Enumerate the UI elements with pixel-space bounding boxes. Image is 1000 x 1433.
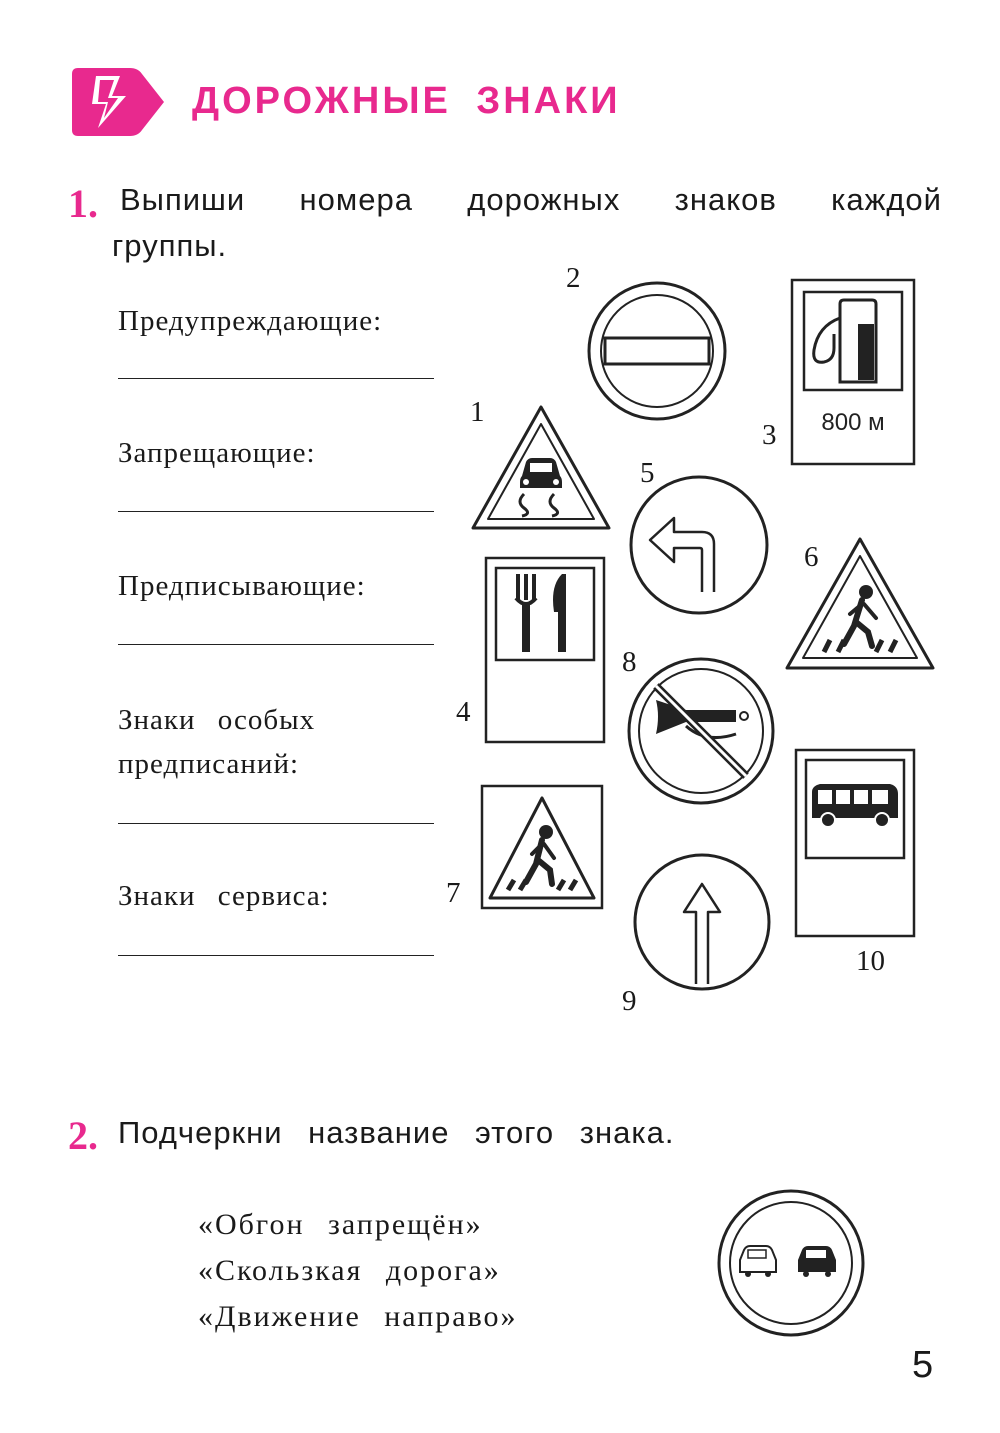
- task-2-text: Подчеркни название этого знака.: [118, 1115, 675, 1150]
- chapter-title: ДОРОЖНЫЕ ЗНАКИ: [192, 80, 621, 122]
- answer-line-warning[interactable]: [118, 378, 434, 379]
- answer-line-prohibitory[interactable]: [118, 511, 434, 512]
- option-slippery-road[interactable]: «Скользкая дорога»: [198, 1254, 501, 1287]
- sign-number-5: 5: [640, 457, 655, 489]
- straight-only-sign-icon[interactable]: [632, 852, 772, 992]
- category-label-warning: Предупреждающие:: [118, 305, 383, 337]
- sign-number-4: 4: [456, 696, 471, 728]
- category-label-prohibitory: Запрещающие:: [118, 437, 316, 469]
- task-1-number: 1.: [68, 181, 98, 226]
- restaurant-sign-icon[interactable]: [484, 556, 606, 744]
- no-entry-sign-icon[interactable]: [586, 280, 728, 422]
- slippery-road-sign-icon[interactable]: [470, 404, 612, 532]
- sign-number-8: 8: [622, 646, 637, 678]
- sign-number-3: 3: [762, 419, 777, 451]
- pedestrian-crossing-sign-icon[interactable]: [480, 784, 604, 910]
- bus-stop-sign-icon[interactable]: [794, 748, 916, 938]
- fuel-station-sign-icon[interactable]: [790, 278, 916, 466]
- no-overtaking-sign-icon: [716, 1188, 866, 1338]
- task-1-text-line-2: группы.: [112, 228, 228, 263]
- sign-number-2: 2: [566, 262, 581, 294]
- answer-line-special[interactable]: [118, 823, 434, 824]
- sign-number-7: 7: [446, 877, 461, 909]
- turn-left-sign-icon[interactable]: [628, 474, 770, 616]
- lightning-icon: [68, 66, 168, 138]
- page-number: 5: [912, 1344, 934, 1386]
- option-turn-right[interactable]: «Движение направо»: [198, 1300, 518, 1333]
- category-label-mandatory: Предписывающие:: [118, 570, 366, 602]
- answer-line-service[interactable]: [118, 955, 434, 956]
- sign-number-6: 6: [804, 541, 819, 573]
- answer-line-mandatory[interactable]: [118, 644, 434, 645]
- task-2-number: 2.: [68, 1113, 98, 1158]
- no-horn-sign-icon[interactable]: [626, 656, 776, 806]
- sign-number-1: 1: [470, 396, 485, 428]
- sign-number-10: 10: [856, 945, 885, 977]
- task-1-text-line-1: Выпиши номера дорожных знаков каждой: [120, 182, 942, 217]
- category-label-special-line-2: предписаний:: [118, 748, 300, 780]
- option-no-overtaking[interactable]: «Обгон запрещён»: [198, 1208, 483, 1241]
- pedestrian-crossing-warning-sign-icon[interactable]: [784, 536, 936, 672]
- fuel-distance-text: 800 м: [821, 409, 885, 436]
- category-label-special-line-1: Знаки особых: [118, 704, 316, 736]
- sign-number-9: 9: [622, 985, 637, 1017]
- category-label-service: Знаки сервиса:: [118, 880, 330, 912]
